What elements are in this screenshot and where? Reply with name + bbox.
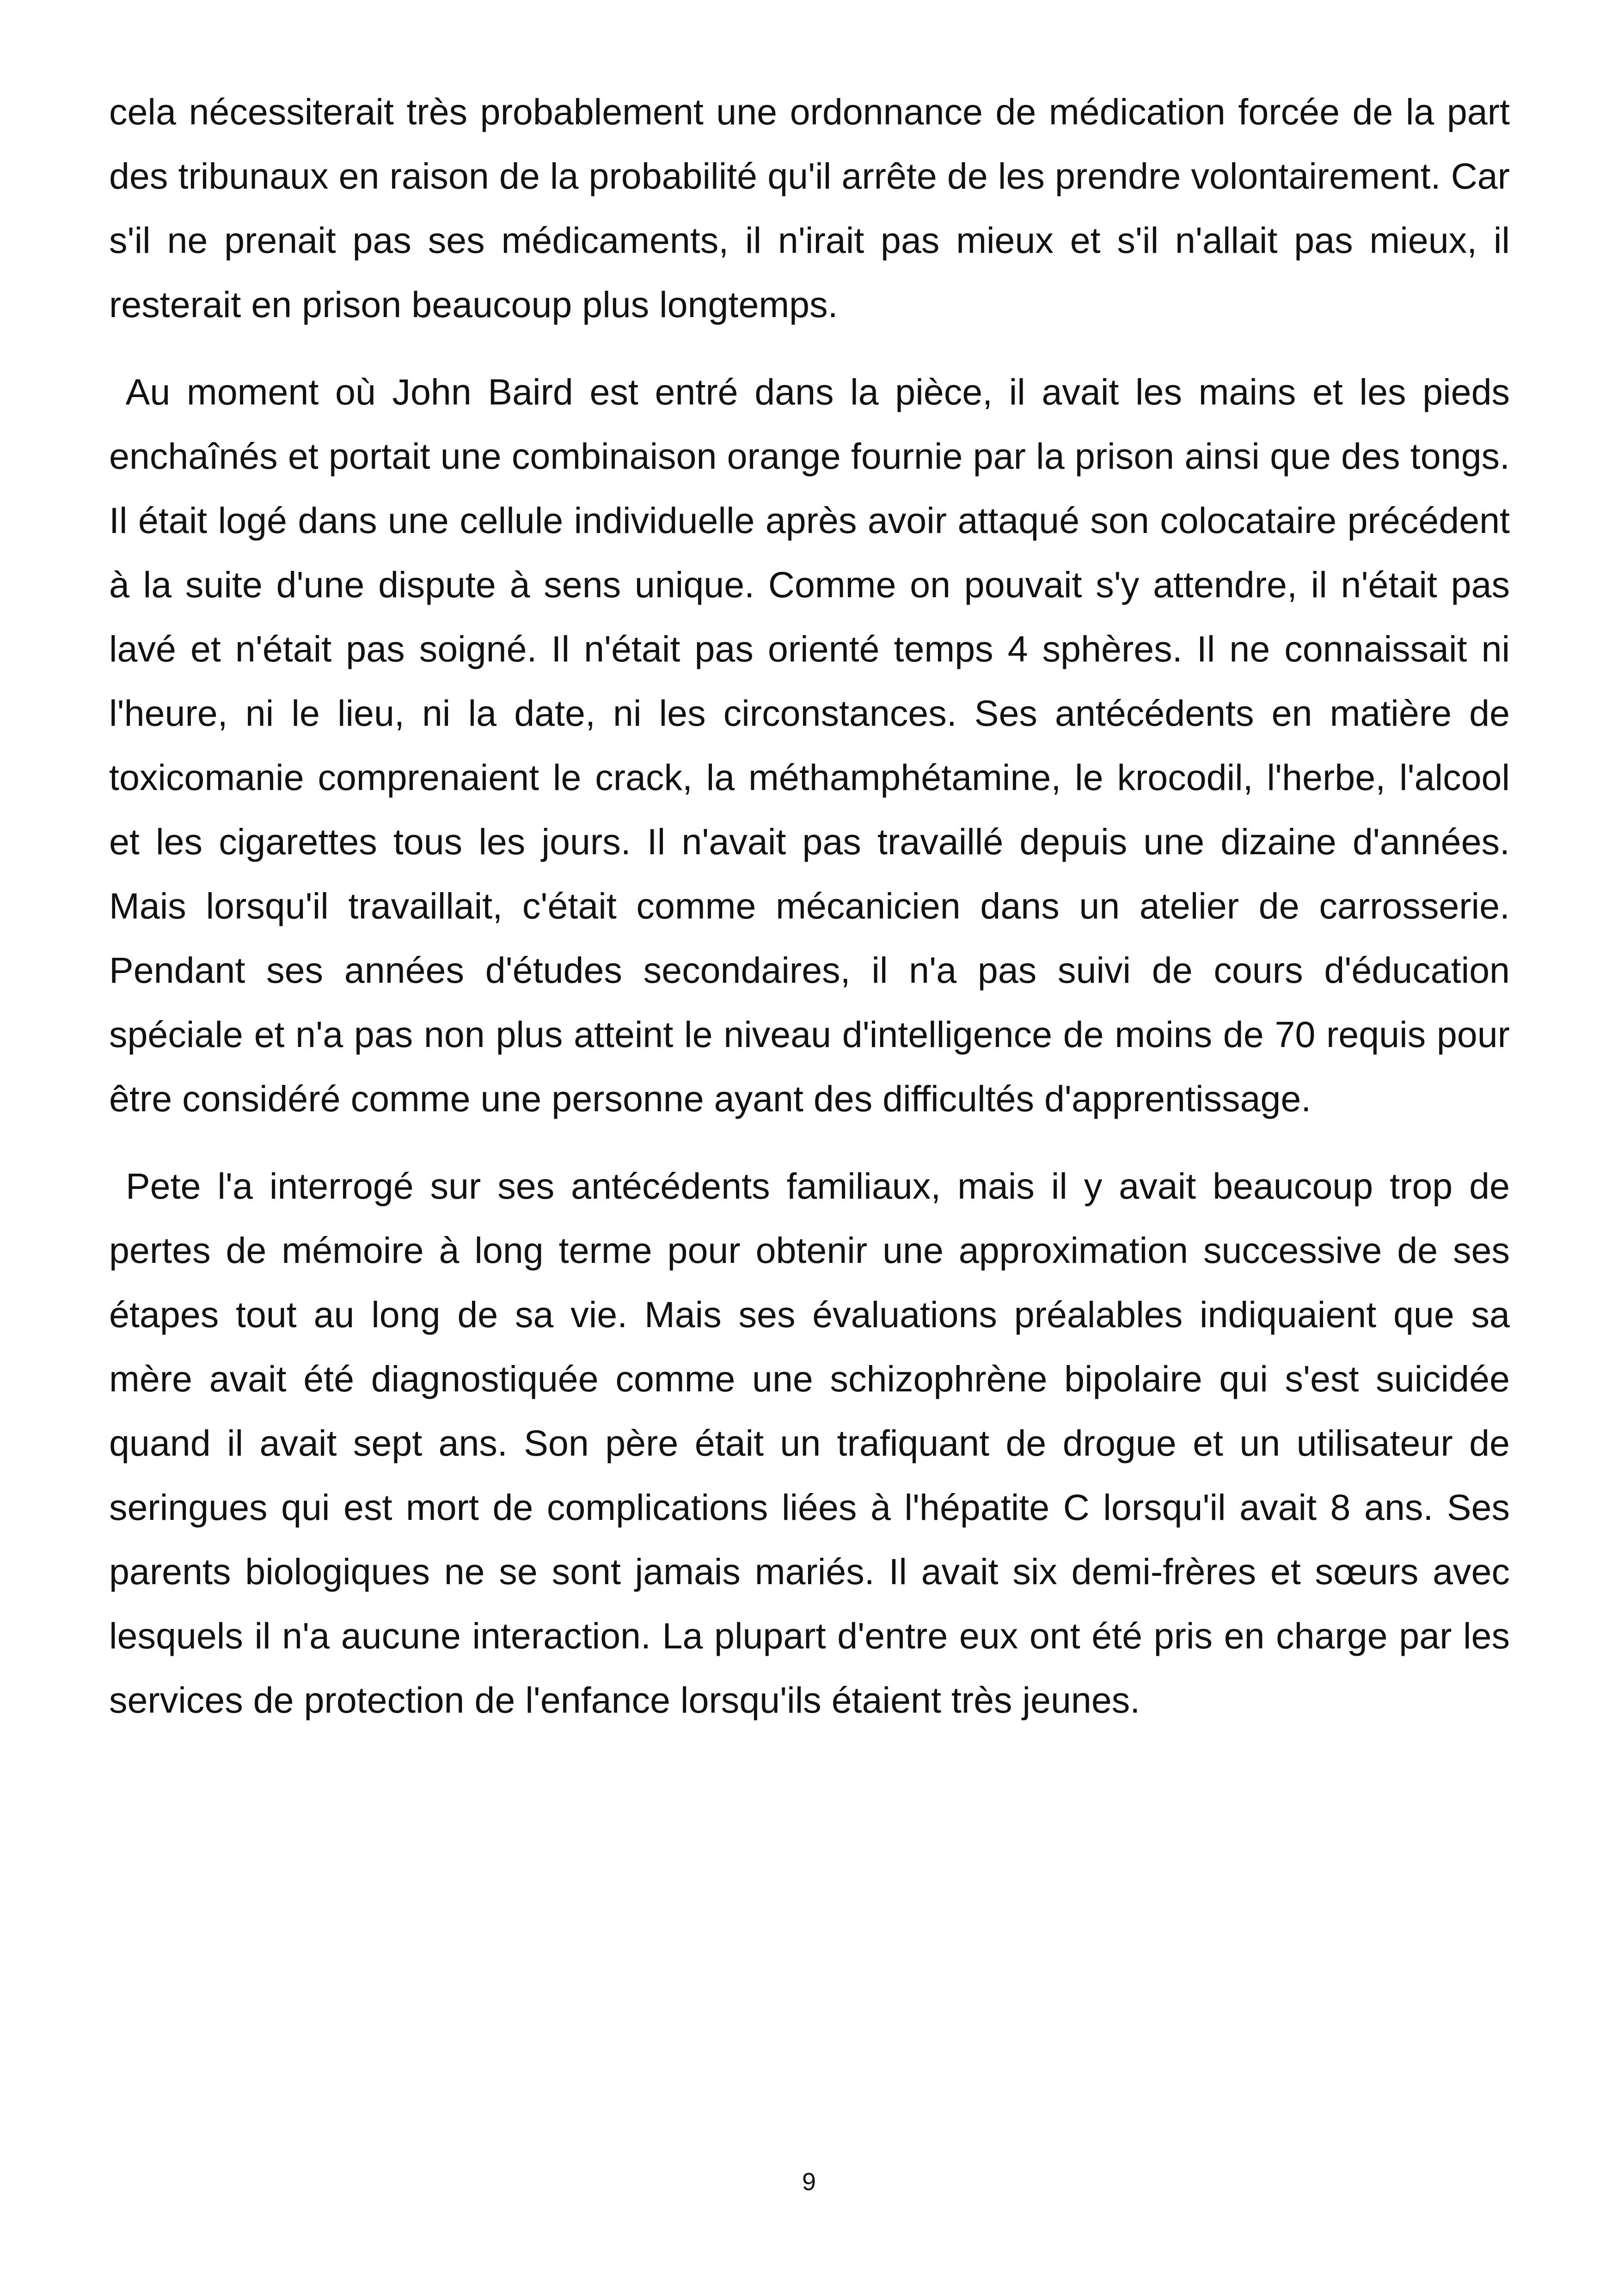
body-text <box>109 80 1510 1732</box>
paragraph-2: Au moment où John Baird est entré dans la pièce, il avait les mains et les pieds enchaînés et portait une combinaison orange fournie par la prison ainsi que des tongs. Il était logé dans une cellule individuelle après avoir attaqué son colocataire précédent à la suite d'une dispute à sens unique. Comme on pouvait s'y attendre, il n'était pas lavé et n'était pas soigné. Il n'était pas orienté temps 4 sphères. Il ne connaissait ni l'heure, ni le lieu, ni la date, ni les circonstances. Ses antécédents en matière de toxicomanie comprenaient le crack, la méthamphétamine, le krocodil, l'herbe, l'alcool et les cigarettes tous les jours. Il n'avait pas travaillé depuis une dizaine d'années. Mais lorsqu'il travaillait, c'était comme mécanicien dans un atelier de carrosserie. Pendant ses années d'études secondaires, il n'a pas suivi de cours d'éducation spéciale et n'a pas non plus atteint le niveau d'intelligence de moins de 70 requis pour être considéré comme une personne ayant des difficultés d'apprentissage. <box>109 371 1510 1119</box>
page-number: 9 <box>802 2168 816 2196</box>
paragraph-1: cela nécessiterait très probablement une ordonnance de médication forcée de la part des tribunaux en raison de la probabilité qu'il arrête de les prendre volontairement. Car s'il ne prenait pas ses médicaments, il n'irait pas mieux et s'il n'allait pas mieux, il resterait en prison beaucoup plus longtemps. <box>109 91 1510 325</box>
paragraph-3: Pete l'a interrogé sur ses antécédents familiaux, mais il y avait beaucoup trop de pertes de mémoire à long terme pour obtenir une approximation successive de ses étapes tout au long de sa vie. Mais ses évaluations préalables indiquaient que sa mère avait été diagnostiquée comme une schizophrène bipolaire qui s'est suicidée quand il avait sept ans. Son père était un trafiquant de drogue et un utilisateur de seringues qui est mort de complications liées à l'hépatite C lorsqu'il avait 8 ans. Ses parents biologiques ne se sont jamais mariés. Il avait six demi-frères et sœurs avec lesquels il n'a aucune interaction. La plupart d'entre eux ont été pris en charge par les services de protection de l'enfance lorsqu'ils étaient très jeunes. <box>109 1165 1510 1720</box>
